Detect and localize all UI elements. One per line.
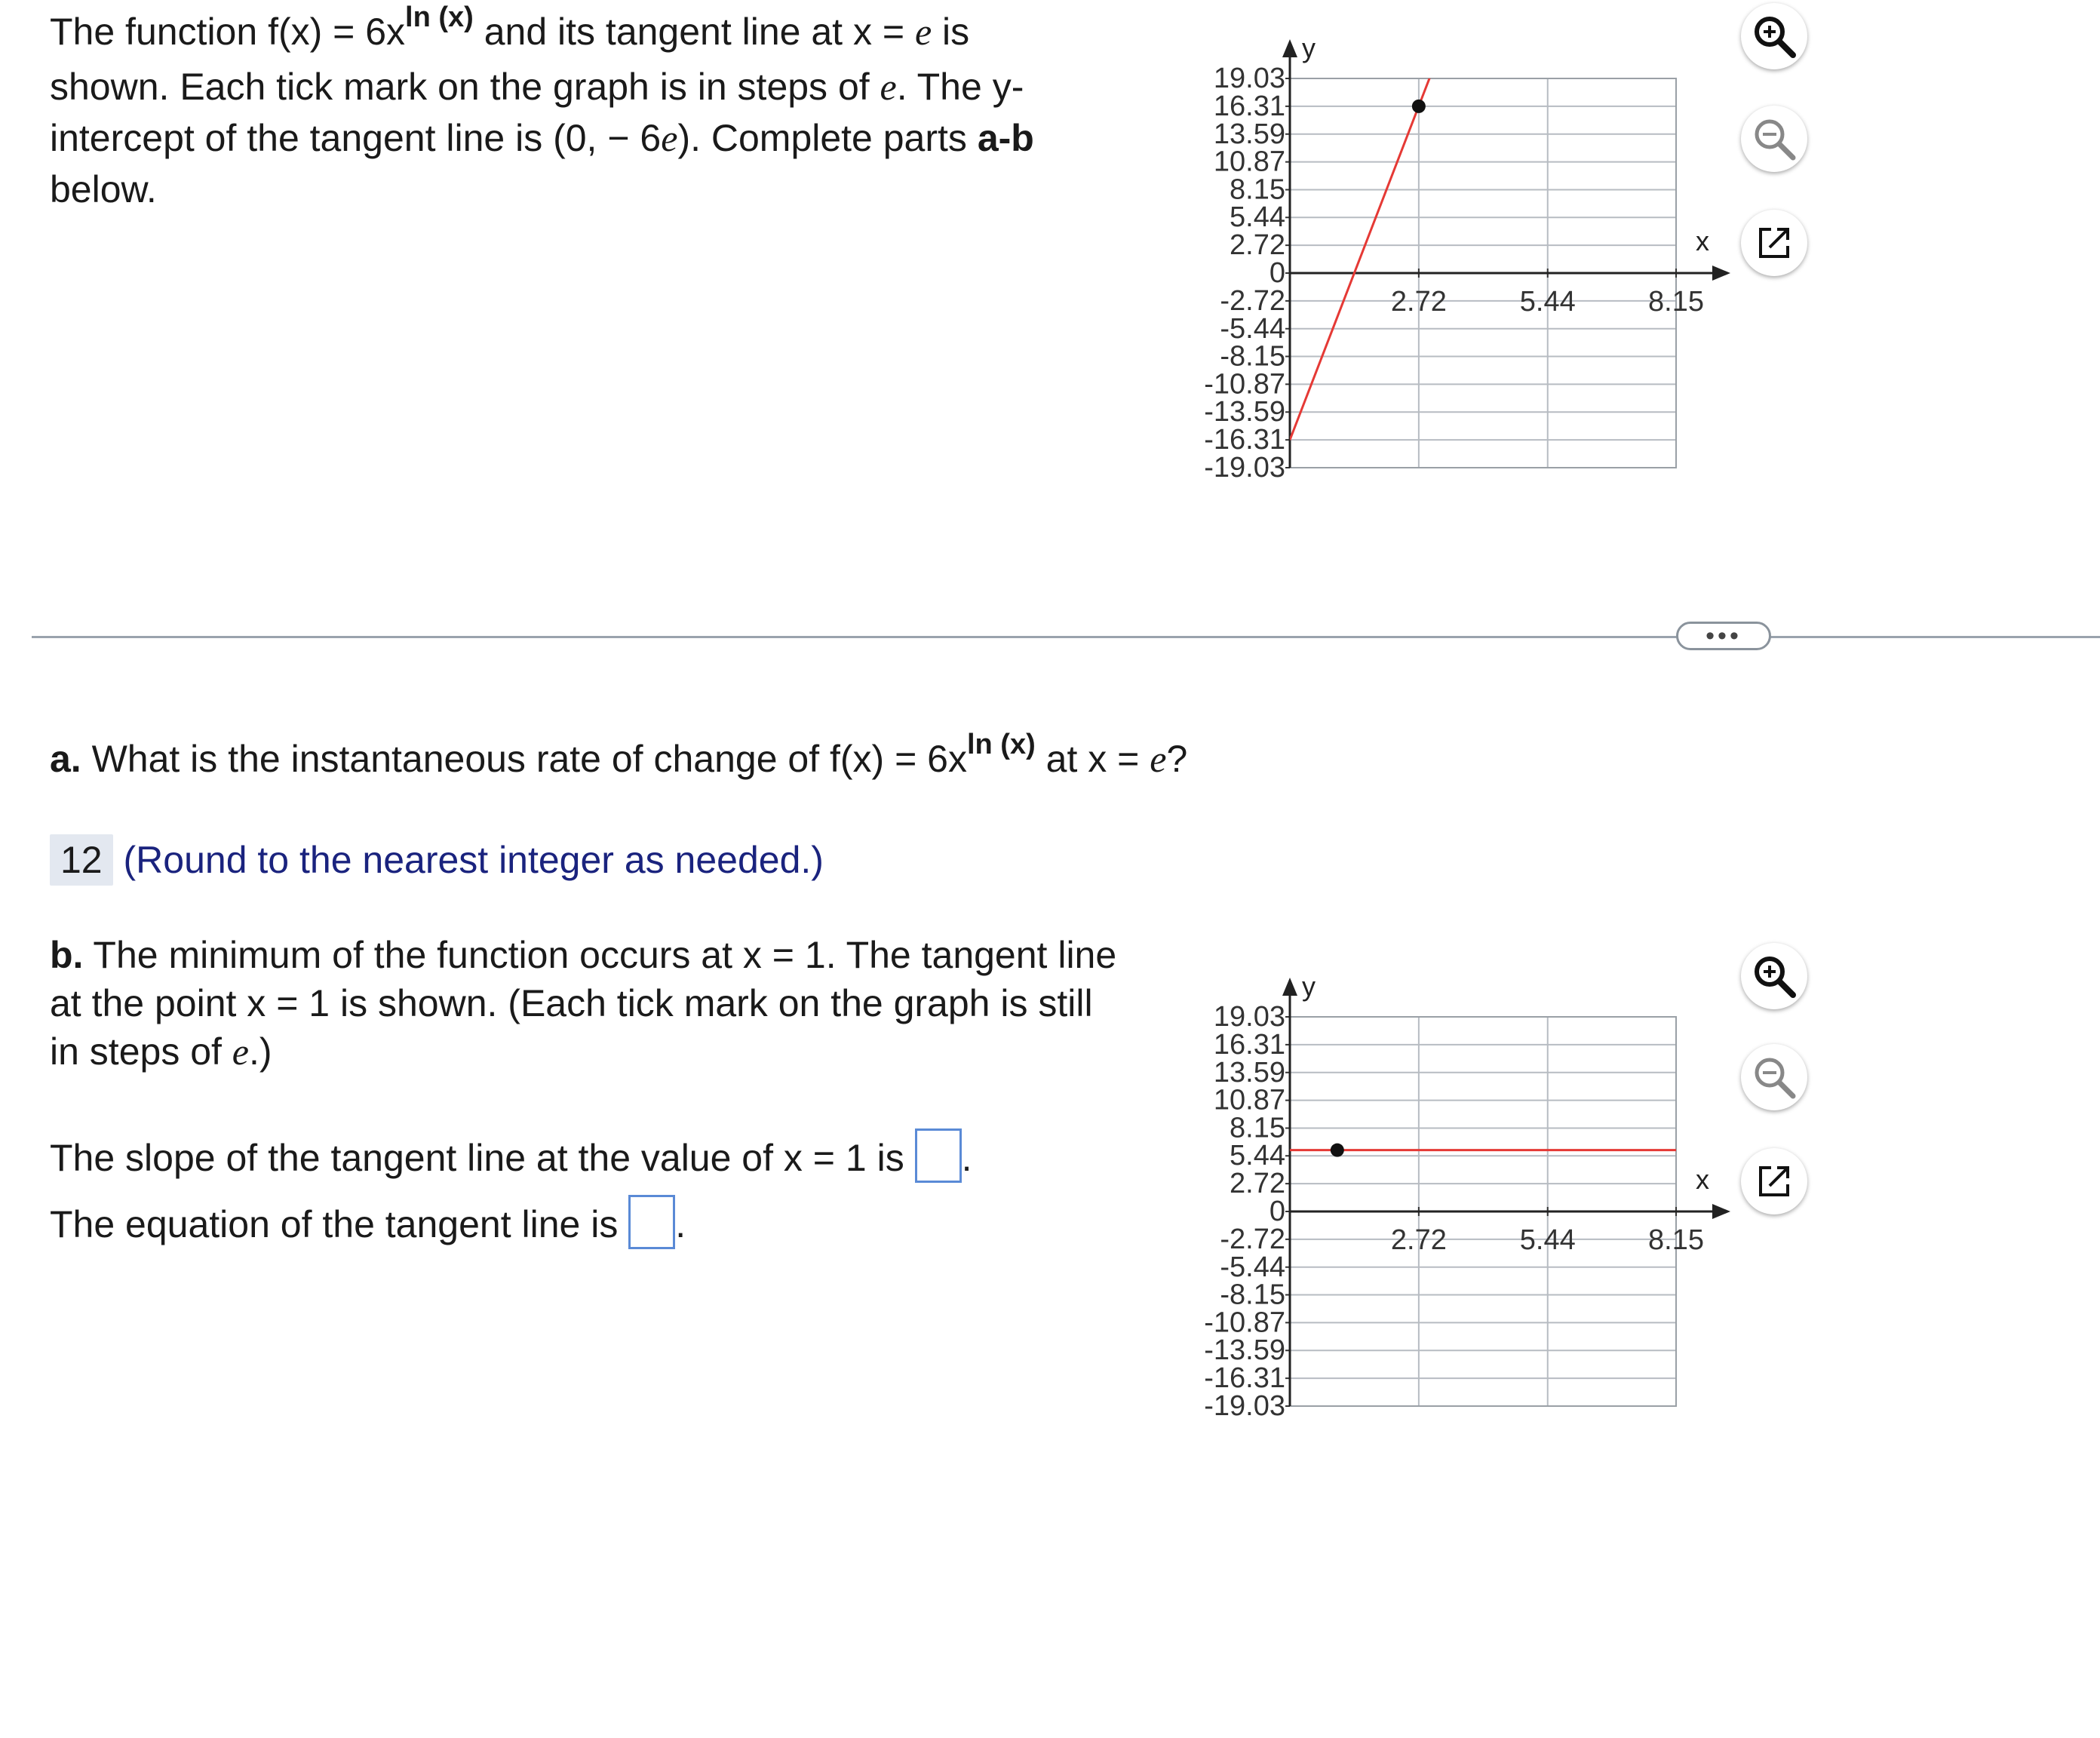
y-tick-label: 2.72 [1230,1168,1285,1200]
zoom-in-icon [1751,953,1798,1000]
slope-text: The slope of the tangent line at the value of x = 1 is [50,1137,904,1179]
part-b-text: .) [249,1030,272,1073]
y-tick-label: -10.87 [1204,368,1285,401]
euler-e: e [232,1030,249,1073]
y-tick-label: 10.87 [1213,146,1285,178]
graph-1 [1162,23,1750,490]
y-tick-label: -2.72 [1220,1223,1285,1255]
zoom-in-button[interactable] [1741,3,1807,69]
intro-text [50,2,1061,215]
tangent-point [1331,1144,1344,1157]
y-tick-label: -16.31 [1204,1362,1285,1395]
graph-2 [1162,961,1750,1429]
y-tick-label: 0 [1269,257,1285,289]
x-axis-label: x [1696,1164,1709,1195]
y-tick-label: 16.31 [1213,90,1285,122]
euler-e: e [661,117,678,159]
y-tick-label: -5.44 [1220,1251,1285,1283]
x-tick-label: 2.72 [1390,286,1447,318]
part-a-text: ? [1166,738,1188,780]
intro-text-part: . [896,66,907,108]
y-tick-label: 5.44 [1230,1140,1285,1172]
zoom-out-icon [1751,115,1798,162]
y-tick-label: 10.87 [1213,1084,1285,1116]
x-tick-label: 8.15 [1648,286,1704,318]
y-axis-label: y [1302,971,1316,1002]
y-tick-label: -16.31 [1204,424,1285,456]
y-tick-label: 8.15 [1230,1112,1285,1144]
zoom-in-icon [1751,13,1798,60]
popout-button[interactable] [1741,210,1807,276]
y-axis-label: y [1302,32,1316,63]
x-tick-label: 8.15 [1648,1224,1704,1256]
exponent: ln (x) [405,2,474,33]
zoom-in-button[interactable] [1741,943,1807,1009]
y-tick-label: 19.03 [1213,63,1285,94]
equation-text: The equation of the tangent line is [50,1203,619,1245]
y-axis-arrow [1282,39,1297,57]
y-tick-label: 16.31 [1213,1028,1285,1061]
equation-input[interactable] [628,1195,675,1249]
plot-area [1204,971,1730,1422]
rounding-hint: (Round to the nearest integer as needed.) [123,839,824,881]
part-b-intro [50,931,1121,1076]
y-tick-label: -8.15 [1220,1279,1285,1311]
y-tick-label: -19.03 [1204,452,1285,484]
x-tick-label: 5.44 [1519,1224,1576,1256]
period: . [961,1137,972,1179]
zoom-out-icon [1751,1054,1798,1101]
slope-question [50,1128,972,1184]
y-tick-label: 13.59 [1213,1056,1285,1089]
part-a-answer-line [50,834,824,886]
y-axis-arrow [1282,978,1297,996]
more-button[interactable]: ••• [1676,622,1771,650]
part-b-label: b. [50,934,84,976]
zoom-out-button[interactable] [1741,1044,1807,1110]
y-tick-label: -2.72 [1220,284,1285,317]
intro-text-part: below. [50,168,157,210]
y-tick-label: -13.59 [1204,1334,1285,1367]
y-tick-label: 8.15 [1230,173,1285,206]
y-tick-label: 13.59 [1213,118,1285,150]
series-group [1290,23,1676,440]
y-tick-label: 19.03 [1213,1001,1285,1033]
x-tick-label: 2.72 [1390,1224,1447,1256]
intro-lead: The function f(x) = 6x [50,11,406,53]
x-axis-arrow [1712,1204,1730,1219]
y-tick-label: -10.87 [1204,1307,1285,1339]
parts-label: a-b [977,117,1034,159]
part-a-text: What is the instantaneous rate of change of f(x) = 6x [81,738,967,780]
euler-e: e [880,66,897,108]
x-tick-label: 5.44 [1519,286,1576,318]
x-axis-arrow [1712,266,1730,281]
plot-area [1204,23,1730,484]
part-a-text: at x = [1035,738,1150,780]
intro-text-part: ). Complete parts [677,117,978,159]
popout-icon [1755,223,1794,263]
y-tick-label: -5.44 [1220,312,1285,345]
part-a-label: a. [50,738,81,780]
y-tick-label: 2.72 [1230,229,1285,262]
euler-e: e [1150,738,1167,780]
equation-question [50,1195,686,1250]
tangent-line [1290,23,1676,440]
section-divider [32,636,2100,638]
y-tick-label: -8.15 [1220,340,1285,373]
period: . [675,1203,686,1245]
intro-text-part: The y-intercept of the tangent line is (0, − 6 [50,66,1024,159]
tangent-point [1412,100,1426,113]
x-axis-label: x [1696,226,1709,256]
popout-button[interactable] [1741,1148,1807,1214]
intro-text-part: is shown. Each tick mark on the graph is in steps of [50,11,970,108]
slope-input[interactable] [915,1128,962,1183]
popout-icon [1755,1162,1794,1201]
y-tick-label: -19.03 [1204,1390,1285,1422]
y-tick-label: -13.59 [1204,396,1285,428]
answer-value: 12 [50,834,113,886]
y-tick-label: 0 [1269,1196,1285,1227]
part-a-question [50,729,1188,788]
intro-text-part: and its tangent line at x = [473,11,915,53]
exponent: ln (x) [966,729,1036,760]
y-tick-label: 5.44 [1230,201,1285,234]
zoom-out-button[interactable] [1741,106,1807,172]
part-b-text: The minimum of the function occurs at x = 1. The tangent line at the point x = 1 is shown. (Each tick mark on the graph is still in steps of [50,934,1117,1073]
euler-e: e [914,11,932,53]
